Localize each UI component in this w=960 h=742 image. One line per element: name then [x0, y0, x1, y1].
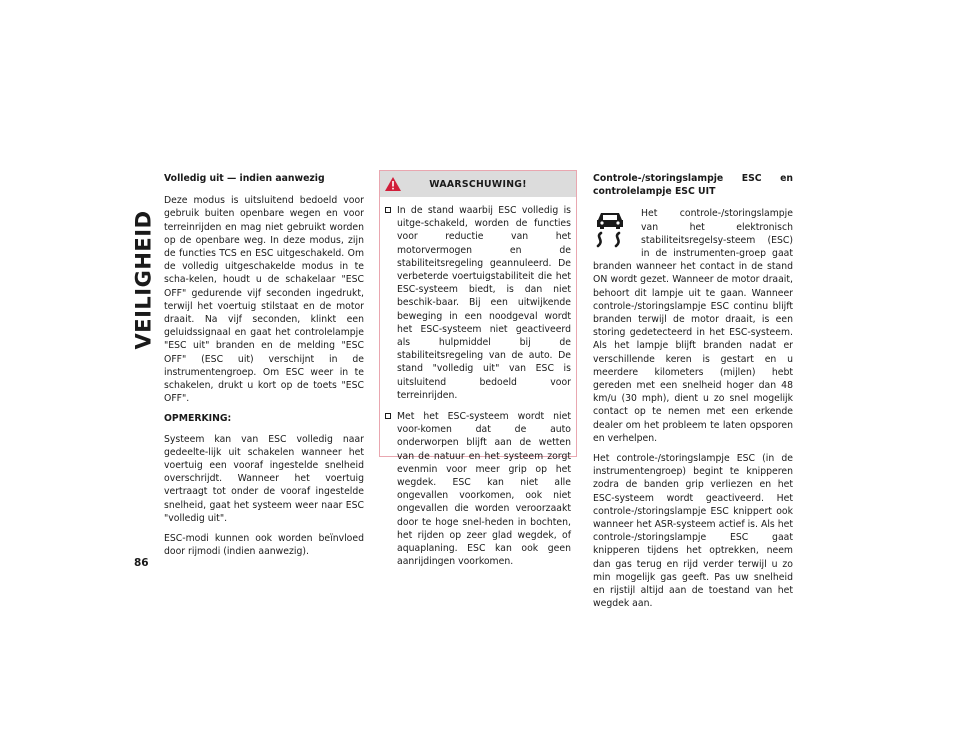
warning-header: [380, 171, 576, 197]
warning-item: [385, 204, 571, 402]
right-paragraph: Het controle-/storingslampje ESC (in de instrumentengroep) begint te knipperen zodra de banden grip verliezen en het ESC-systeem wordt geactiveerd. Het controle-/storingslampje ESC knippert ook wanneer het ASR-systeem actief is. Als het controle-/storingslampje ESC gaat knipperen tijdens het optrekken, neem dan gas terug en rijd verder terwijl u zo min mogelijk gas geeft. Pas uw snelheid en rijstijl altijd aan de toestand van het wegdek aan.: [593, 453, 793, 610]
warning-body: [380, 197, 576, 568]
left-closing: ESC-modi kunnen ook worden beïnvloed door rijmodi (indien aanwezig).: [164, 533, 364, 558]
left-column: [164, 172, 364, 565]
warning-box: [379, 170, 577, 568]
warning-item-text: Met het ESC-systeem wordt niet voor-komen dat de auto onderworpen blijft aan de wetten van de natuur en het systeem zorgt evenmin voor meer grip op het wegdek. ESC kan niet alle ongevallen voorkomen, ook niet ongevallen die worden veroorzaakt door te hoge snel-heden in bochten, het rijden op zeer glad wegdek, of aquaplaning. ESC kan ook geen aanrijdingen voorkomen.: [397, 411, 571, 568]
left-heading: Volledig uit — indien aanwezig: [164, 173, 325, 184]
note-text: Systeem kan van ESC volledig naar gedeelte-lijk uit schakelen wanneer het voertuig een vooraf ingestelde snelheid overschrijdt. Wanneer het voertuig vertraagt tot onder de vooraf ingestelde snelheid, gaat het systeem weer naar ESC "volledig uit".: [164, 433, 364, 524]
left-paragraph: Deze modus is uitsluitend bedoeld voor gebruik buiten openbare wegen en voor terreinrijden en mag niet gebruikt worden op de openbare weg. In deze modus, zijn de functies TCS en ESC uitgeschakeld. Om de volledig uitgeschakelde modus in te scha-kelen, houdt u de schakelaar "ESC OFF" gedurende vijf seconden ingedrukt, terwijl het voertuig stilstaat en de motor draait. Na vijf seconden, klinkt een geluidssignaal en gaat het controlelampje "ESC uit" branden en de melding "ESC OFF" (ESC uit) verschijnt in de instrumentengroep. Om ESC weer in te schakelen, drukt u kort op de toets "ESC OFF".: [164, 195, 364, 405]
section-title: VEILIGHEID: [131, 210, 156, 350]
warning-item: [385, 410, 571, 568]
esc-skid-car-icon: [593, 209, 627, 249]
square-bullet-icon: [385, 413, 397, 419]
right-paragraph: Het controle-/storingslampje van het elektronisch stabiliteitsregelsy-steem (ESC) in de instrumenten-groep gaat branden wanneer het contact in de stand ON wordt gezet. Wanneer de motor draait, behoort dit lampje uit te gaan. Wanneer controle-/storingslampje ESC continu blijft branden terwijl de motor draait, is een storing gedetecteerd in het ESC-systeem. Als het lampje blijft branden nadat er verschillende keren is gestart en u meerdere kilometers (mijlen) hebt gereden met een snelheid hoger dan 48 km/u (30 mph), dient u zo snel mogelijk contact op te nemen met een erkende dealer om het probleem te laten opsporen en verhelpen.: [593, 208, 793, 444]
square-bullet-icon: [385, 207, 397, 213]
right-heading: Controle-/storingslampje ESC en controlelampje ESC UIT: [593, 173, 793, 198]
section-tab: [130, 170, 156, 390]
warning-title: WAARSCHUWING!: [429, 178, 527, 190]
page-number: 86: [134, 557, 149, 569]
warning-triangle-icon: [384, 176, 402, 192]
right-column: [593, 172, 793, 618]
note-label: OPMERKING:: [164, 413, 232, 425]
warning-item-text: In de stand waarbij ESC volledig is uitge-schakeld, worden de functies voor reductie van het motorvermogen en de stabiliteitsregeling geannuleerd. De verbeterde voertuigstabiliteit die het ESC-systeem biedt, is dan niet beschik-baar. Bij een uitwijkende beweging in een noodgeval wordt het ESC-systeem niet geactiveerd als hulpmiddel bij de stabiliteitsregeling van de auto. De stand "volledig uit" van ESC is uitsluitend bedoeld voor terreinrijden.: [397, 205, 571, 401]
